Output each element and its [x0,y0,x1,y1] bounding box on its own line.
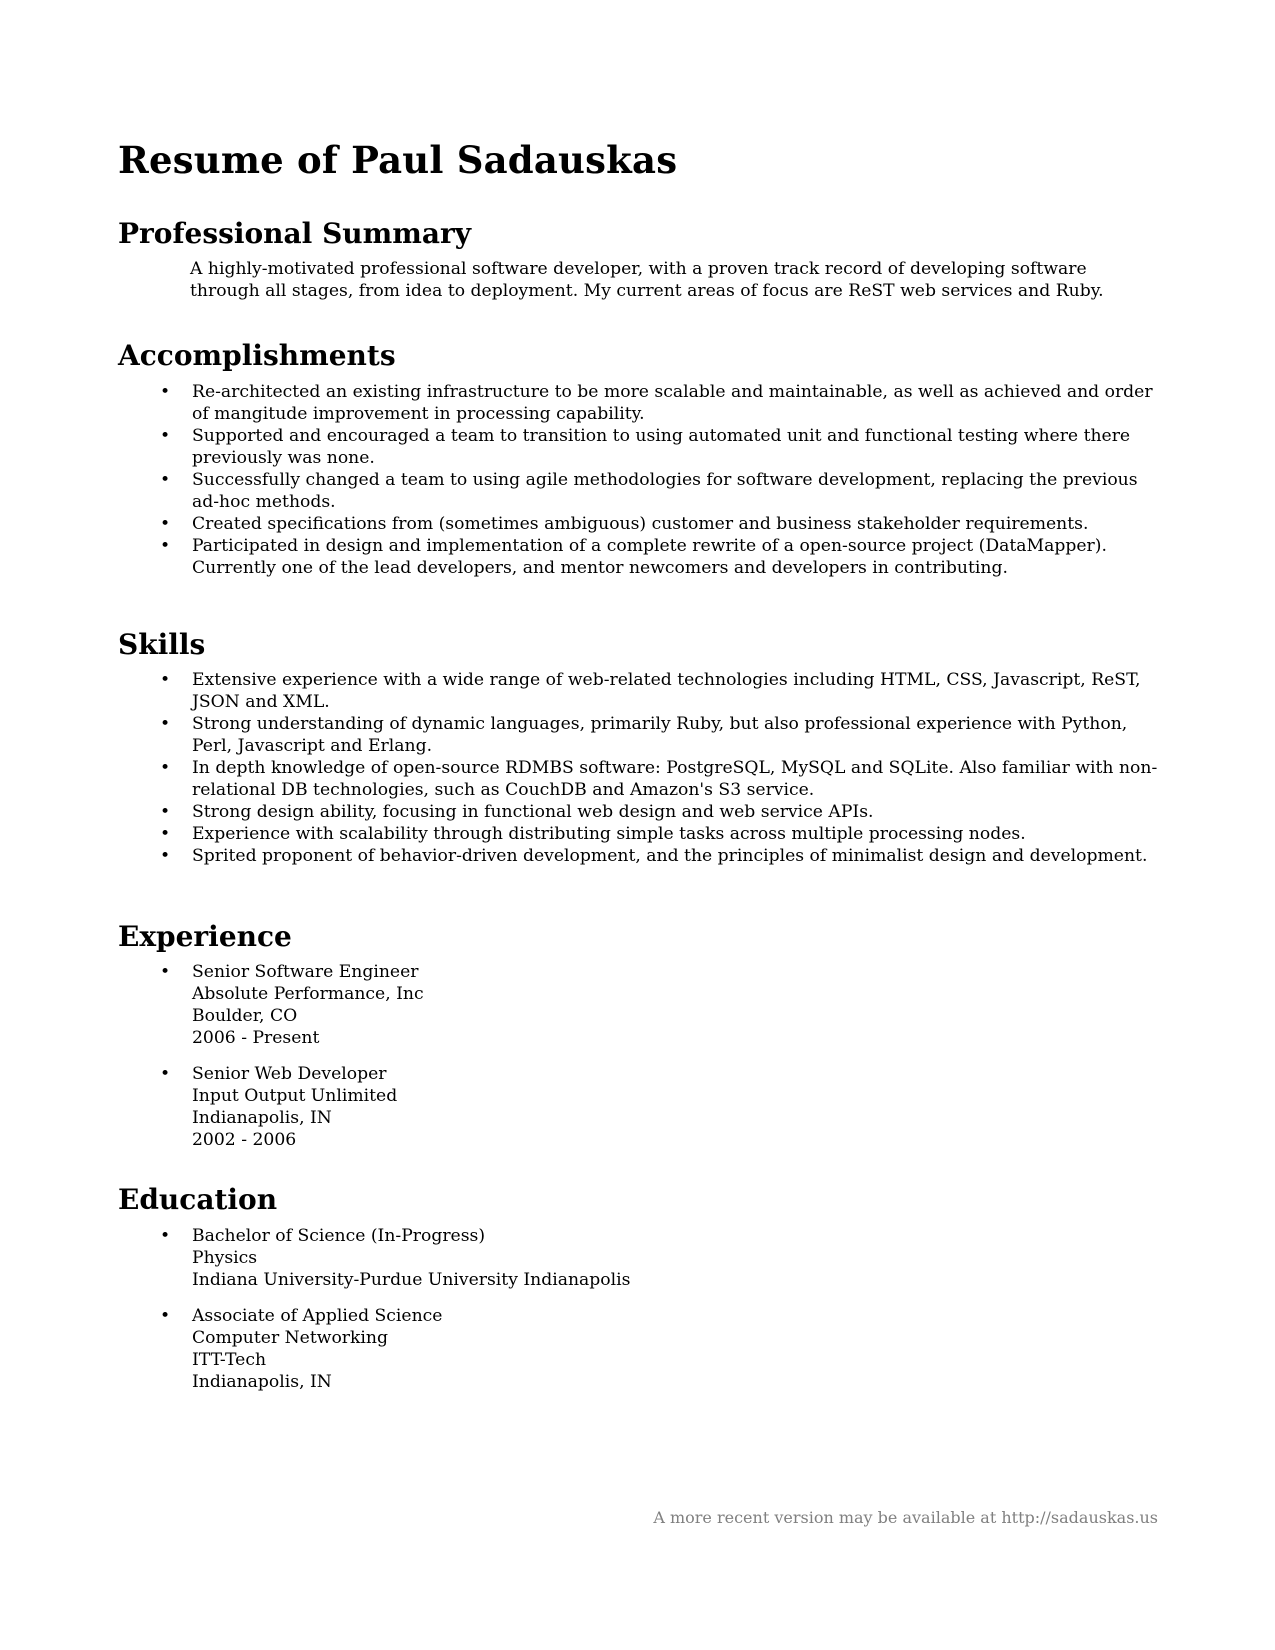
education-list-wrap [118,1225,1158,1407]
bullet-icon: • [160,824,171,844]
list-item-text: In depth knowledge of open-source RDMBS software: PostgreSQL, MySQL and SQLite. Also familiar with non-relational DB technologies, such as CouchDB and Amazon's S3 service. [192,758,1158,800]
school-location: Indianapolis, IN [192,1372,332,1392]
education-entry [118,1225,1158,1291]
job-dates: 2002 - 2006 [192,1130,297,1150]
footer-note: A more recent version may be available at http://sadauskas.us [653,1508,1158,1527]
bullet-icon: • [160,426,171,446]
school: ITT-Tech [192,1350,267,1370]
list-item [118,801,1158,823]
experience-list [118,961,1158,1151]
bullet-icon: • [160,470,171,490]
education-section [118,1183,1158,1217]
job-role: Senior Web Developer [192,1064,387,1084]
summary-section [118,217,1158,251]
list-item-text: Extensive experience with a wide range of web-related technologies including HTML, CSS, Javascript, ReST, JSON and XML. [192,670,1141,712]
bullet-icon: • [160,962,171,982]
list-item [118,513,1158,535]
job-company: Input Output Unlimited [192,1086,398,1106]
list-item [118,845,1158,867]
bullet-icon: • [160,758,171,778]
field-of-study: Physics [192,1248,258,1268]
education-entry [118,1305,1158,1393]
skills-list [118,669,1158,867]
degree: Bachelor of Science (In-Progress) [192,1226,486,1246]
skills-list-wrap [118,669,1158,867]
degree: Associate of Applied Science [192,1306,443,1326]
job-company: Absolute Performance, Inc [192,984,424,1004]
accomplishments-section [118,339,1158,373]
list-item-text: Sprited proponent of behavior-driven development, and the principles of minimalist design and development. [192,846,1148,866]
list-item-text: Participated in design and implementation of a complete rewrite of a open-source project (DataMapper). Currently one of the lead developers, and mentor newcomers and developers in contributing. [192,536,1107,578]
education-heading: Education [118,1183,278,1216]
skills-section [118,628,1158,662]
experience-entry [118,961,1158,1049]
list-item-text: Experience with scalability through distributing simple tasks across multiple processing nodes. [192,824,1026,844]
education-list [118,1225,1158,1393]
bullet-icon: • [160,536,171,556]
title-block [118,138,1158,182]
job-location: Boulder, CO [192,1006,298,1026]
summary-body [190,258,1158,302]
list-item [118,757,1158,801]
experience-heading: Experience [118,920,292,953]
bullet-icon: • [160,846,171,866]
bullet-icon: • [160,802,171,822]
list-item [118,425,1158,469]
list-item-text: Supported and encouraged a team to transition to using automated unit and functional testing where there previously was none. [192,426,1131,468]
school: Indiana University-Purdue University Indianapolis [192,1270,631,1290]
bullet-icon: • [160,714,171,734]
bullet-icon: • [160,382,171,402]
bullet-icon: • [160,514,171,534]
skills-heading: Skills [118,628,206,661]
accomplishments-list [118,381,1158,579]
field-of-study: Computer Networking [192,1328,389,1348]
list-item-text: Re-architected an existing infrastructure to be more scalable and maintainable, as well as achieved and order of mangitude improvement in processing capability. [192,382,1153,424]
list-item [118,669,1158,713]
job-role: Senior Software Engineer [192,962,419,982]
experience-list-wrap [118,961,1158,1165]
accomplishments-list-wrap [118,381,1158,579]
list-item [118,469,1158,513]
list-item-text: Strong design ability, focusing in functional web design and web service APIs. [192,802,874,822]
experience-section [118,920,1158,954]
accomplishments-heading: Accomplishments [118,339,396,372]
list-item [118,713,1158,757]
summary-text: A highly-motivated professional software developer, with a proven track record of developing software through all stages, from idea to deployment. My current areas of focus are ReST web services and Ruby. [190,259,1104,301]
list-item [118,381,1158,425]
page-title: Resume of Paul Sadauskas [118,138,678,182]
summary-heading: Professional Summary [118,217,472,250]
experience-entry [118,1063,1158,1151]
list-item-text: Created specifications from (sometimes ambiguous) customer and business stakeholder requirements. [192,514,1089,534]
job-dates: 2006 - Present [192,1028,320,1048]
bullet-icon: • [160,1064,171,1084]
bullet-icon: • [160,670,171,690]
list-item-text: Strong understanding of dynamic languages, primarily Ruby, but also professional experience with Python, Perl, Javascript and Erlang. [192,714,1128,756]
list-item [118,823,1158,845]
list-item [118,535,1158,579]
bullet-icon: • [160,1306,171,1326]
bullet-icon: • [160,1226,171,1246]
list-item-text: Successfully changed a team to using agile methodologies for software development, replacing the previous ad-hoc methods. [192,470,1138,512]
job-location: Indianapolis, IN [192,1108,332,1128]
